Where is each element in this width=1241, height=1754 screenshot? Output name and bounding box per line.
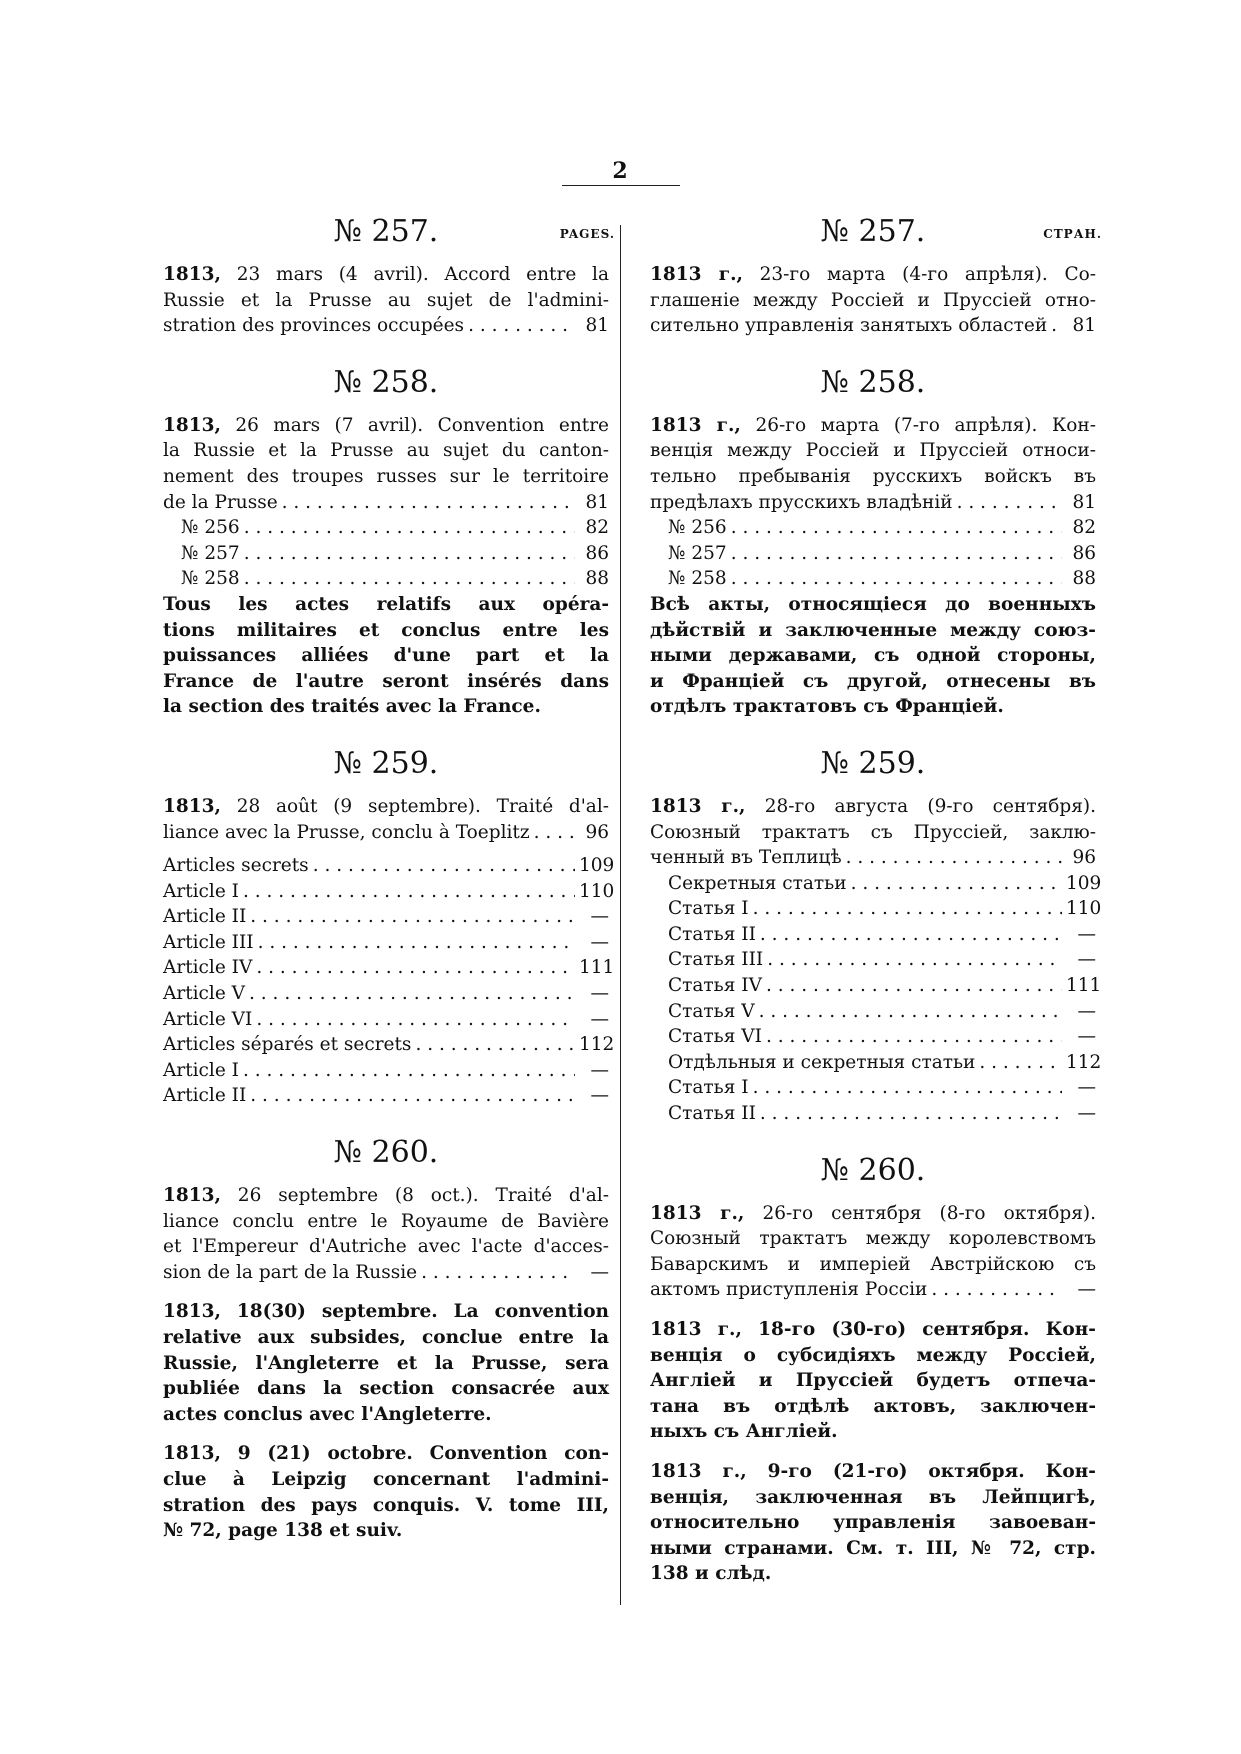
list-item: Статья IV . . . 111 bbox=[650, 973, 1096, 999]
entry-text: stration des provinces occupées bbox=[163, 315, 465, 337]
list-item: Article II . . . — bbox=[163, 904, 609, 930]
list-item: Статья V . . . — bbox=[650, 999, 1096, 1025]
page-ref: — bbox=[590, 1261, 609, 1283]
entry-text: глашеніе между Россіей и Пруссіей отно- bbox=[650, 289, 1096, 311]
note-paragraph: Tous les actes relatifs aux opéra- tions militaires et conclus entre les puissances alliées d'une part et la France de l'autre seront insérés dans la section des traités avec la France. bbox=[163, 593, 609, 718]
entry-text: liance conclu entre le Royaume de Bavière bbox=[163, 1210, 609, 1232]
list-item: Статья VI . . . — bbox=[650, 1024, 1096, 1050]
entry-number: № 259. bbox=[820, 745, 926, 781]
page-number-rule bbox=[562, 185, 680, 186]
list-item: № 256 . . . 82 bbox=[163, 515, 609, 541]
page-ref: 81 bbox=[1072, 315, 1096, 337]
entry-year: 1813, bbox=[163, 1185, 221, 1207]
entry-year: 1813 г., bbox=[650, 1202, 745, 1224]
list-item: № 258 . . . 88 bbox=[650, 566, 1096, 592]
column-divider bbox=[620, 225, 621, 1605]
heading-258-ru bbox=[650, 361, 1096, 405]
list-item: Секретныя статьи . . . 109 bbox=[650, 871, 1096, 897]
heading-260-ru bbox=[650, 1149, 1096, 1193]
entry-text: nement des troupes russes sur le territoire bbox=[163, 465, 609, 487]
note-paragraph: 1813, 9 (21) octobre. Convention con- clue à Leipzig concernant l'admini- stration des pays conquis. V. tome III, № 72, page 138 et suiv. bbox=[163, 1443, 610, 1542]
entry-year: 1813, bbox=[163, 414, 221, 436]
heading-260-fr bbox=[163, 1131, 609, 1175]
heading-259-fr bbox=[163, 742, 609, 786]
entry-text: Баварскимъ и имперіей Австрійскою съ bbox=[650, 1253, 1096, 1275]
note-paragraph: 1813, 18(30) septembre. La convention relative aux subsides, conclue entre la Russie, l'Angleterre et la Prusse, sera publiée dans la section consacrée aux actes conclus avec l'Angleterre. bbox=[163, 1301, 609, 1425]
heading-259-ru bbox=[650, 742, 1096, 786]
entry-259-ru bbox=[650, 794, 1102, 1127]
note-paragraph: Всѣ акты, относящіеся до военныхъ дѣйствій и заключенные между союз- ными державами, съ одной стороны, и Франціей съ другой, отнесены въ отдѣлъ трактатовъ съ Франціей. bbox=[650, 593, 1096, 718]
entry-number: № 258. bbox=[820, 364, 926, 400]
entry-260-fr bbox=[163, 1183, 609, 1285]
heading-257-fr bbox=[163, 210, 615, 254]
entry-year: 1813 г., bbox=[650, 264, 743, 285]
entry-260-ru bbox=[650, 1201, 1096, 1303]
page-ref: 81 bbox=[585, 315, 609, 337]
entry-257-ru bbox=[650, 262, 1096, 339]
entry-text: Союзный трактатъ между королевствомъ bbox=[650, 1228, 1096, 1250]
list-item: Статья I . . . 110 bbox=[650, 896, 1096, 922]
list-item: № 257 . . . 86 bbox=[650, 541, 1096, 567]
list-item: Статья II . . . — bbox=[650, 922, 1096, 948]
entry-text: 28 août (9 septembre). Traité d'al- bbox=[236, 795, 609, 817]
list-item: Article I . . . — bbox=[163, 1058, 609, 1084]
list-item: Отдѣльныя и секретныя статьи . . . 112 bbox=[650, 1050, 1096, 1076]
entry-text: ченный въ Теплицѣ bbox=[650, 847, 842, 869]
pages-column-header: PAGES. bbox=[559, 227, 615, 242]
entry-year: 1813, bbox=[163, 795, 221, 817]
list-item: Статья II . . . — bbox=[650, 1101, 1096, 1127]
page-ref: 96 bbox=[1072, 847, 1096, 869]
page-ref: 96 bbox=[585, 821, 609, 843]
entry-text: 23 mars (4 avril). Accord entre la bbox=[236, 264, 609, 285]
entry-text: 28-го августа (9-го сентября). bbox=[764, 795, 1096, 817]
note-paragraph: 1813 г., 9-го (21-го) октября. Кон- венція, заключенная въ Лейпцигѣ, относительно управленія завоеван- ными странами. См. т. III, № 72, стр. 138 и слѣд. bbox=[650, 1460, 1096, 1585]
list-item: № 258 . . . 88 bbox=[163, 566, 609, 592]
page-ref: 81 bbox=[1072, 491, 1096, 513]
entry-text: 23-го марта (4-го апрѣля). Со- bbox=[759, 264, 1096, 285]
list-item: Article I . . . 110 bbox=[163, 879, 609, 905]
french-column bbox=[163, 210, 615, 1544]
heading-258-fr bbox=[163, 361, 609, 405]
entry-year: 1813, bbox=[163, 264, 221, 285]
entry-257-fr bbox=[163, 262, 609, 339]
pages-column-header: СТРАН. bbox=[1043, 227, 1102, 242]
entry-number: № 260. bbox=[333, 1135, 439, 1171]
entry-text: тельно пребыванія русскихъ войскъ въ bbox=[650, 465, 1096, 487]
entry-text: et l'Empereur d'Autriche avec l'acte d'acces- bbox=[163, 1236, 609, 1258]
entry-258-fr bbox=[163, 413, 609, 720]
list-item: Статья I . . . — bbox=[650, 1075, 1096, 1101]
entry-text: liance avec la Prusse, conclu à Toeplitz bbox=[163, 821, 530, 843]
page-number: 2 bbox=[612, 158, 628, 184]
entry-258-ru bbox=[650, 413, 1096, 720]
entry-259-fr bbox=[163, 794, 615, 1109]
list-item: Articles séparés et secrets . . . 112 bbox=[163, 1032, 609, 1058]
entry-text: la Russie et la Prusse au sujet du canton- bbox=[163, 440, 609, 462]
entry-text: сительно управленія занятыхъ областей bbox=[650, 315, 1048, 337]
entry-text: предѣлахъ прусскихъ владѣній bbox=[650, 491, 953, 513]
list-item: Article II . . . — bbox=[163, 1083, 609, 1109]
note-paragraph: 1813 г., 18-го (30-го) сентября. Кон- венція о субсидіяхъ между Россіей, Англіей и Пруссіей будетъ отпеча- тана въ отдѣлѣ актовъ, заключен- ныхъ съ Англіей. bbox=[650, 1319, 1096, 1443]
entry-text: Союзный трактатъ съ Пруссіей, заклю- bbox=[650, 821, 1096, 843]
list-item: Article VI . . . — bbox=[163, 1007, 609, 1033]
list-item: Article V . . . — bbox=[163, 981, 609, 1007]
entry-number: № 258. bbox=[333, 364, 439, 400]
list-item: Статья III . . . — bbox=[650, 947, 1096, 973]
list-item: № 257 . . . 86 bbox=[163, 541, 609, 567]
page-ref: — bbox=[1077, 1279, 1096, 1301]
russian-column bbox=[650, 210, 1102, 1587]
entry-text: актомъ приступленія Россіи bbox=[650, 1279, 928, 1301]
entry-number: № 259. bbox=[333, 745, 439, 781]
page-ref: 81 bbox=[585, 491, 609, 513]
entry-text: 26 mars (7 avril). Convention entre bbox=[235, 414, 609, 436]
entry-text: венція между Россіей и Пруссіей относи- bbox=[650, 440, 1096, 462]
entry-year: 1813 г., bbox=[650, 414, 741, 436]
list-item: Article IV . . . 111 bbox=[163, 955, 609, 981]
list-item: № 256 . . . 82 bbox=[650, 515, 1096, 541]
list-item: Articles secrets . . . 109 bbox=[163, 853, 609, 879]
list-item: Article III . . . — bbox=[163, 930, 609, 956]
entry-text: sion de la part de la Russie bbox=[163, 1261, 418, 1283]
entry-number: № 257. bbox=[333, 214, 439, 249]
entry-text: 26 septembre (8 oct.). Traité d'al- bbox=[237, 1185, 609, 1207]
entry-text: de la Prusse bbox=[163, 491, 278, 513]
entry-text: 26-го марта (7-го апрѣля). Кон- bbox=[755, 414, 1096, 436]
heading-257-ru bbox=[650, 210, 1102, 254]
entry-text: Russie et la Prusse au sujet de l'admini- bbox=[163, 289, 609, 311]
entry-year: 1813 г., bbox=[650, 795, 746, 817]
entry-number: № 257. bbox=[820, 214, 926, 249]
entry-text: 26-го сентября (8-го октября). bbox=[762, 1202, 1096, 1224]
entry-number: № 260. bbox=[820, 1152, 926, 1188]
